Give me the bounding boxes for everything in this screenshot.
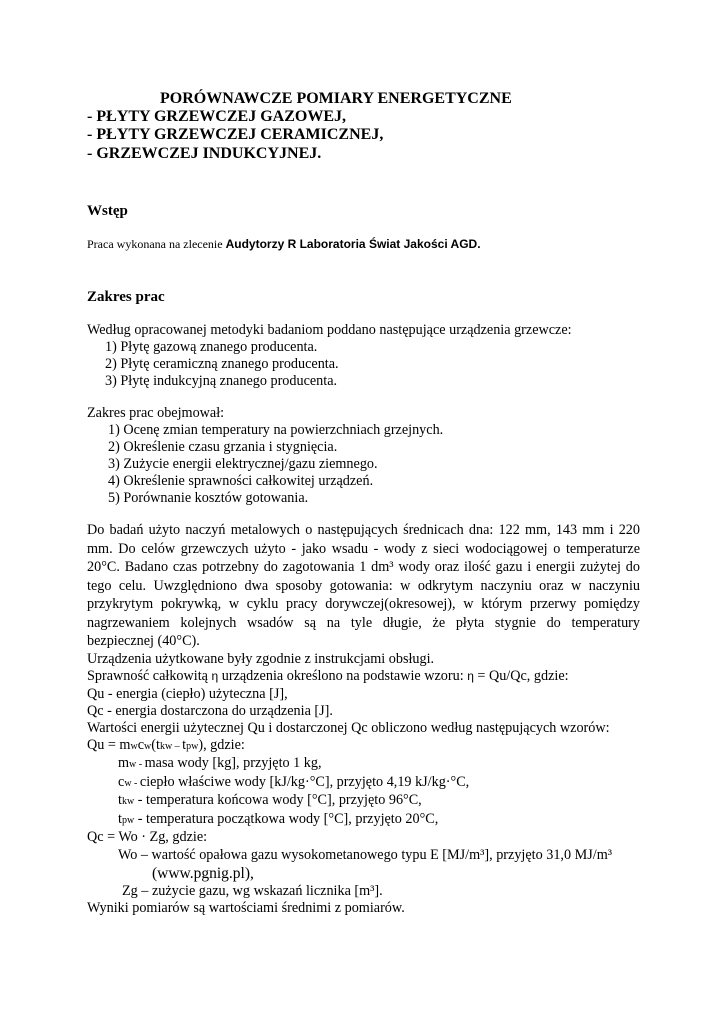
formula-part: ), gdzie:	[198, 737, 245, 753]
formula-part: (t	[151, 737, 160, 753]
formula-qu	[87, 737, 245, 755]
paragraph-line: nagrzewaniem kolejnych wsadów są na tyle długie, że płyta stygnie do temperatury	[87, 615, 640, 631]
efficiency-text-1: Sprawność całkowitą	[87, 668, 212, 684]
variable-dash: -	[134, 811, 147, 827]
work-item-2: 2) Określenie czasu grzania i stygnięcia.	[108, 439, 338, 455]
variable-symbol: t	[118, 792, 122, 808]
variable-cw	[118, 774, 469, 792]
intro-text	[87, 236, 481, 253]
variable-tkw	[118, 792, 422, 810]
wo-source: (www.pgnig.pl),	[152, 865, 254, 882]
work-item-5: 5) Porównanie kosztów gotowania.	[108, 490, 309, 506]
variable-description: ciepło właściwe wody [kJ/kg·°C], przyjęto 4,19 kJ/kg·°C,	[139, 774, 470, 790]
title-line-3: - PŁYTY GRZEWCZEJ CERAMICZNEJ,	[87, 126, 384, 143]
intro-text-prefix: Praca wykonana na zlecenie	[87, 237, 226, 251]
formula-qc: Qc = Wo · Zg, gdzie:	[87, 829, 208, 845]
usage-note: Urządzenia użytkowane były zgodnie z instrukcjami obsługi.	[87, 651, 435, 667]
variable-subscript: w	[124, 778, 132, 789]
eta-symbol: η	[211, 669, 219, 683]
qc-definition: Qc - energia dostarczona do urządzenia [J].	[87, 703, 333, 719]
formula-subscript: w	[144, 741, 152, 752]
device-item-3: 3) Płytę indukcyjną znanego producenta.	[105, 373, 338, 389]
formula-subscript: kw –	[159, 741, 183, 752]
device-item-1: 1) Płytę gazową znanego producenta.	[105, 339, 318, 355]
formula-subscript: w	[130, 741, 138, 752]
scope-heading: Zakres prac	[87, 289, 165, 305]
work-item-4: 4) Określenie sprawności całkowitej urządzeń.	[108, 473, 374, 489]
qu-definition: Qu - energia (ciepło) użyteczna [J],	[87, 686, 288, 702]
efficiency-line	[87, 668, 569, 685]
variable-dash: -	[131, 778, 140, 789]
paragraph-line: mm. Do celów grzewczych użyto - jako wsadu - wody z sieci wodociągowej o temperaturze	[87, 541, 640, 557]
scope-lead: Według opracowanej metodyki badaniom poddano następujące urządzenia grzewcze:	[87, 322, 572, 338]
paragraph-last-line: bezpiecznej (40°C).	[87, 633, 200, 649]
formula-part: Qu = m	[87, 737, 131, 753]
variable-mw	[118, 755, 322, 773]
intro-client-name: Audytorzy R Laboratoria Świat Jakości AGD.	[225, 237, 481, 251]
work-item-1: 1) Ocenę zmian temperatury na powierzchniach grzejnych.	[108, 422, 444, 438]
intro-heading: Wstęp	[87, 203, 128, 219]
variable-subscript: kw	[121, 796, 135, 807]
eta-symbol: η	[467, 669, 474, 683]
paragraph-line: tego celu. Uwzględniono dwa sposoby gotowania: w odkrytym naczyniu oraz w naczyniu	[87, 578, 640, 594]
formula-part: c	[137, 737, 145, 753]
variable-description: masa wody [kg], przyjęto 1 kg,	[144, 755, 322, 771]
values-lead: Wartości energii użytecznej Qu i dostarczonej Qc obliczono według następujących wzorów:	[87, 720, 610, 736]
formula-subscript: pw	[186, 741, 199, 752]
variable-tpw	[118, 811, 438, 829]
variable-symbol: m	[118, 755, 130, 771]
variable-subscript: w	[129, 759, 137, 770]
work-scope-lead: Zakres prac obejmował:	[87, 405, 225, 421]
device-item-2: 2) Płytę ceramiczną znanego producenta.	[105, 356, 339, 372]
paragraph-line: 20°C. Badano czas potrzebny do zagotowania 1 dm³ wody oraz ilość gazu i energii zużytej do	[87, 559, 640, 575]
title-line-1: PORÓWNAWCZE POMIARY ENERGETYCZNE	[160, 90, 512, 107]
closing-note: Wyniki pomiarów są wartościami średnimi z pomiarów.	[87, 900, 405, 916]
efficiency-text-2: urządzenia określono na podstawie wzoru:	[218, 668, 468, 684]
work-item-3: 3) Zużycie energii elektrycznej/gazu ziemnego.	[108, 456, 378, 472]
efficiency-text-3: = Qu/Qc, gdzie:	[473, 668, 569, 684]
variable-dash: -	[134, 792, 147, 808]
title-line-4: - GRZEWCZEJ INDUKCYJNEJ.	[87, 145, 322, 162]
formula-part: t	[182, 737, 187, 753]
variable-symbol: t	[118, 811, 122, 827]
variable-subscript: pw	[121, 815, 135, 826]
variable-description: temperatura końcowa wody [°C], przyjęto 96°C,	[146, 792, 422, 808]
title-line-2: - PŁYTY GRZEWCZEJ GAZOWEJ,	[87, 108, 346, 125]
zg-definition: Zg – zużycie gazu, wg wskazań licznika [m³].	[122, 883, 383, 899]
variable-dash: -	[136, 759, 145, 770]
wo-definition: Wo – wartość opałowa gazu wysokometanowego typu E [MJ/m³], przyjęto 31,0 MJ/m³	[118, 847, 612, 863]
paragraph-line: przykrytym pokrywką, w cyklu pracy dorywczej(okresowej), w którym przerwy pomiędzy	[87, 596, 640, 612]
paragraph-line: Do badań użyto naczyń metalowych o następujących średnicach dna: 122 mm, 143 mm i 220	[87, 522, 640, 538]
variable-symbol: c	[118, 774, 125, 790]
variable-description: temperatura początkowa wody [°C], przyjęto 20°C,	[146, 811, 439, 827]
